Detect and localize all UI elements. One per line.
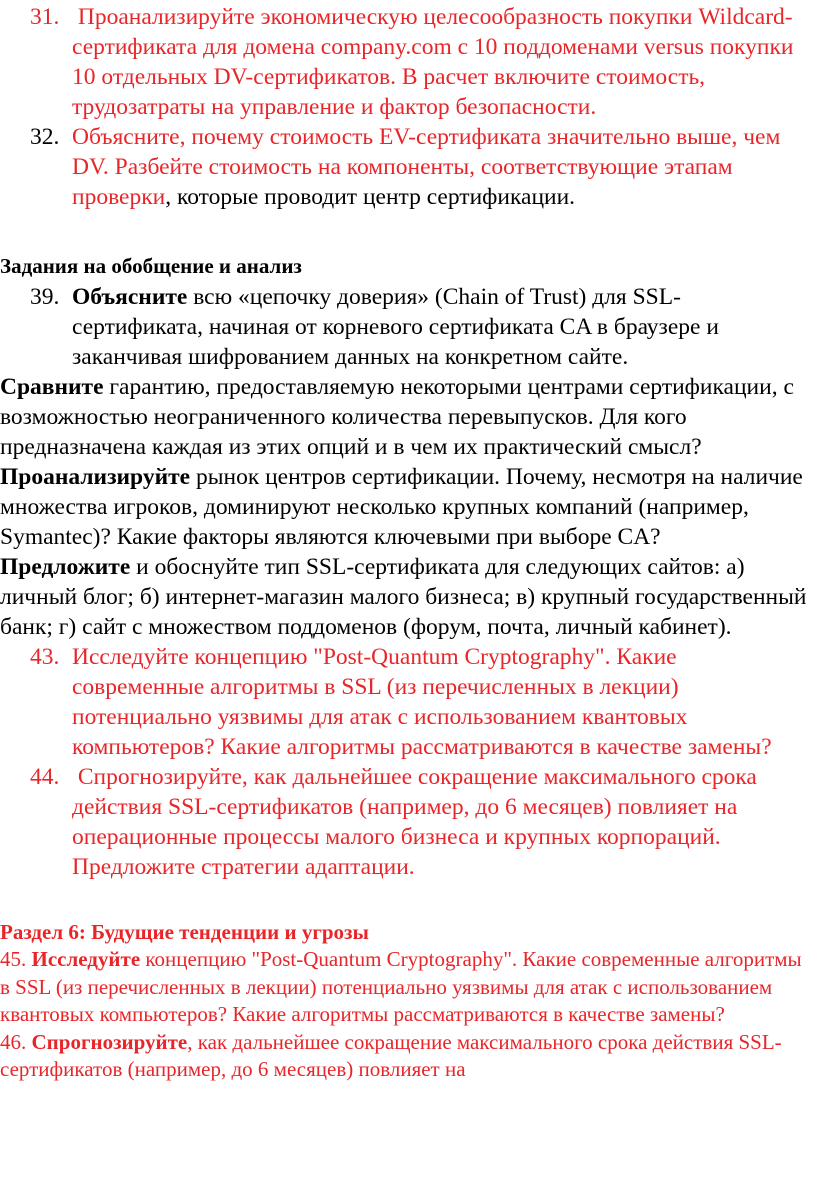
item-number: 32. [30, 124, 60, 150]
paragraph-number: 46. [0, 1029, 32, 1054]
item-number: 39. [30, 284, 60, 310]
paragraph-compare [0, 372, 812, 462]
paragraph-text: гарантию, предоставляемую некоторыми центрами сертификации, с возможностью неограниченного количества перевыпусков. Для кого предназначена каждая из этих опций и в чем их практический смысл? [0, 374, 794, 460]
paragraph-bold-verb: Спрогнозируйте [31, 1029, 188, 1054]
paragraph-bold-verb: Сравните [0, 374, 104, 400]
item-text: всю «цепочку доверия» (Chain of Trust) для SSL-сертификата, начиная от корневого сертификата CA в браузере и заканчивая шифрованием данных на конкретном сайте. [72, 284, 719, 370]
item-number: 31. [30, 4, 60, 30]
paragraph-text: , как дальнейшее сокращение максимального срока действия SSL-сертификатов (например, до 6 месяцев) повлияет на [0, 1029, 782, 1081]
paragraph-bold-verb: Предложите [0, 554, 131, 580]
item-number: 44. [30, 764, 60, 790]
list-item-32 [0, 122, 816, 212]
paragraph-number: 45. [0, 947, 32, 971]
paragraph-analyze [0, 462, 812, 552]
paragraph-text: рынок центров сертификации. Почему, несмотря на наличие множества игроков, доминируют несколько крупных компаний (например, Symantec)? Какие факторы являются ключевыми при выборе CA? [0, 464, 803, 550]
list-item-31 [0, 2, 816, 122]
section-heading: Раздел 6: Будущие тенденции и угрозы [0, 920, 369, 944]
list-item-39 [0, 282, 816, 372]
item-bold-verb: Объясните [72, 284, 188, 310]
list-item-43 [0, 642, 816, 762]
item-number: 43. [30, 644, 60, 670]
list-item-44 [0, 762, 816, 882]
paragraph-text: концепцию "Post-Quantum Cryptography". Какие современные алгоритмы в SSL (из перечисленных в лекции) потенциально уязвимы для атак с использованием квантовых компьютеров? Какие алгоритмы рассматриваются в качестве замены? [0, 947, 802, 1026]
paragraph-46 [0, 1029, 814, 1084]
item-text: Спрогнозируйте, как дальнейшее сокращение максимального срока действия SSL-сертификатов (например, до 6 месяцев) повлияет на операционные процессы малого бизнеса и крупных корпораций. Предложите стратегии адаптации. [72, 764, 763, 880]
item-text-black: , которые проводит центр сертификации. [165, 184, 576, 210]
paragraph-bold-verb: Проанализируйте [0, 464, 191, 490]
item-text: Исследуйте концепцию "Post-Quantum Cryptography". Какие современные алгоритмы в SSL (из перечисленных в лекции) потенциально уязвимы для атак с использованием квантовых компьютеров? Какие алгоритмы рассматриваются в качестве замены? [72, 644, 772, 760]
item-text-red: Объясните, почему стоимость EV-сертификата значительно выше, чем DV. Разбейте стоимость на компоненты, соответствующие этапам проверки [72, 124, 781, 210]
item-text: Проанализируйте экономическую целесообразность покупки Wildcard-сертификата для домена company.com с 10 поддоменами versus покупки 10 отдельных DV-сертификатов. В расчет включите стоимость, трудозатраты на управление и фактор безопасности. [72, 4, 800, 120]
paragraph-45 [0, 946, 814, 1029]
paragraph-text: и обоснуйте тип SSL-сертификата для следующих сайтов: а) личный блог; б) интернет-магазин малого бизнеса; в) крупный государственный банк; г) сайт с множеством поддоменов (форум, почта, личный кабинет). [0, 554, 807, 640]
paragraph-propose [0, 552, 812, 642]
paragraph-bold-verb: Исследуйте [31, 947, 141, 971]
section-heading: Задания на обобщение и анализ [0, 254, 302, 278]
